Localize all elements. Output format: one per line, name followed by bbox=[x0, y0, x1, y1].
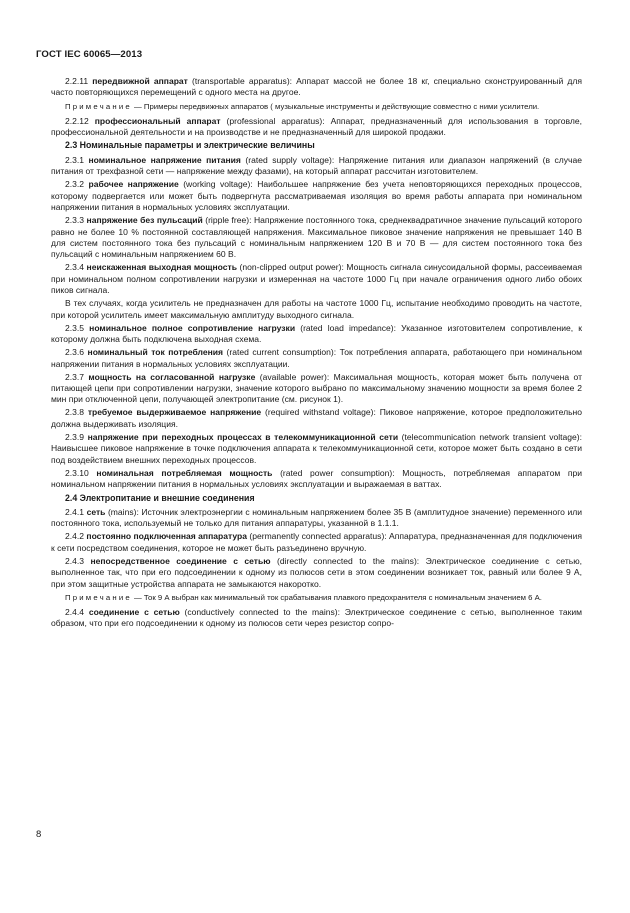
definition-paragraph bbox=[51, 116, 582, 139]
definition-paragraph bbox=[51, 262, 582, 296]
clause-number: 2.3.1 bbox=[65, 154, 85, 165]
definition-paragraph bbox=[51, 76, 582, 99]
definition-paragraph bbox=[51, 347, 582, 370]
document-header: ГОСТ IEC 60065—2013 bbox=[36, 49, 143, 60]
defined-term: требуемое выдерживаемое напряжение bbox=[87, 407, 262, 418]
clause-number: 2.3.3 bbox=[65, 215, 85, 226]
definition-text: (telecommunication network transient voltage): Наивысшее пиковое напряжение в точке подключения аппарата к телекоммуникационной сети, которое может быть создано в сети под воздействием внешних переходных процессов. bbox=[51, 431, 583, 465]
clause-number: 2.4.3 bbox=[65, 555, 85, 566]
definition-paragraph bbox=[51, 531, 582, 554]
definition-paragraph bbox=[51, 432, 582, 466]
document-body bbox=[51, 76, 582, 631]
definition-text: (required withstand voltage): Пиковое напряжение, которое предположительно должна выдерживать изоляция. bbox=[51, 407, 582, 429]
clause-number: 2.3.7 bbox=[65, 371, 85, 382]
defined-term: мощность на согласованной нагрузке bbox=[88, 371, 256, 382]
definition-paragraph bbox=[51, 323, 582, 346]
definition-text: (rated supply voltage): Напряжение питания или диапазон напряжений (в случае питания от трехфазной сети — напряжение между фазами), на который аппарат рассчитан изготовителем. bbox=[51, 154, 582, 177]
defined-term: напряжение при переходных процессах в телекоммуникационной сети bbox=[87, 431, 399, 442]
note-paragraph bbox=[51, 102, 582, 113]
definition-paragraph bbox=[51, 468, 582, 491]
defined-term: непосредственное соединение с сетью bbox=[90, 555, 271, 566]
defined-term: передвижной аппарат bbox=[92, 76, 188, 86]
clause-number: 2.4.1 bbox=[65, 507, 85, 517]
defined-term: постоянно подключенная аппаратура bbox=[86, 531, 247, 542]
defined-term: сеть bbox=[86, 507, 106, 517]
definition-paragraph bbox=[51, 155, 582, 178]
clause-number: 2.2.11 bbox=[65, 76, 89, 86]
defined-term: номинальная потребляемая мощность bbox=[96, 467, 273, 478]
clause-number: 2.3.4 bbox=[65, 262, 85, 273]
definition-text: (permanently connected apparatus): Аппаратура, предназначенная для подключения к сети посредством соединения, которое не может быть разъединено вручную. bbox=[51, 531, 582, 553]
clause-number: 2.3.10 bbox=[65, 467, 89, 478]
definition-paragraph bbox=[51, 372, 582, 406]
definition-paragraph bbox=[51, 179, 582, 213]
definition-paragraph bbox=[51, 607, 582, 630]
definition-text: (ripple free): Напряжение постоянного тока, среднеквадратичное значение пульсаций которого равно не более 10 % постоянной составляющей напряжения. Максимальное пиковое значение напряжения не превышает 140 В для систем постоянного тока без пульсаций с номинальным напряжением 120 В и 70 В — для систем постоянного тока без пульсаций с номинальным напряжением 60 В. bbox=[51, 215, 583, 260]
note-text: — Примеры передвижных аппаратов ( музыкальные инструменты и действующие совместно с ними усилители. bbox=[131, 101, 540, 111]
definition-text: (available power): Максимальная мощность, которая может быть получена от питающей цепи при сопротивлении нагрузки, значение которого выбрано по максимальному значению мощности за время более 2 мин при отключенной цепи, получающей электропитание (см. рисунок 1). bbox=[51, 371, 583, 405]
defined-term: номинальное напряжение питания bbox=[88, 154, 241, 165]
defined-term: номинальное полное сопротивление нагрузки bbox=[89, 322, 296, 333]
defined-term: номинальный ток потребления bbox=[87, 347, 224, 358]
defined-term: профессиональный аппарат bbox=[94, 115, 221, 126]
definition-paragraph bbox=[51, 407, 582, 430]
clause-number: 2.3.9 bbox=[65, 431, 85, 442]
note-paragraph bbox=[51, 593, 582, 604]
clause-number: 2.3.6 bbox=[65, 347, 85, 358]
definition-paragraph bbox=[51, 556, 582, 590]
note-text: — Ток 9 А выбран как минимальный ток срабатывания плавкого предохранителя с номинальным значением 6 А. bbox=[131, 593, 542, 603]
section-heading: 2.4 Электропитание и внешние соединения bbox=[65, 492, 255, 503]
clause-number: 2.3.5 bbox=[65, 322, 85, 333]
definition-text: (transportable apparatus): Аппарат массой не более 18 кг, специально сконструированный для часто повторяющихся перемещений с одного места на другое. bbox=[51, 76, 582, 98]
defined-term: напряжение без пульсаций bbox=[86, 215, 203, 226]
definition-text: (professional apparatus): Аппарат, предназначенный для использования в торговле, профессиональной деятельности и на производстве и не предназначенный для широкой продажи. bbox=[51, 115, 582, 137]
definition-text: (mains): Источник электроэнергии с номинальным напряжением более 35 В (амплитудное значение) переменного или постоянного тока, используемый не только для питания аппаратуры, указанной в 1.1.1. bbox=[51, 507, 582, 529]
defined-term: рабочее напряжение bbox=[88, 179, 179, 190]
clause-number: 2.3.8 bbox=[65, 407, 85, 418]
defined-term: соединение с сетью bbox=[88, 606, 180, 617]
definition-text: (conductively connected to the mains): Электрическое соединение с сетью, выполненное таким образом, что при его подсоединении к одному из полюсов сети через резистор сопро- bbox=[51, 606, 583, 629]
clause-number: 2.3.2 bbox=[65, 179, 85, 190]
clause-number: 2.4.4 bbox=[65, 606, 85, 617]
note-label: Примечание bbox=[65, 101, 132, 111]
definition-text: (working voltage): Наибольшее напряжение без учета неповторяющихся переходных процессов, которому подвергается или может быть подвергнута рассматриваемая изоляция во время работы аппарата при номинальном напряжении питания в нормальных условиях эксплуатации. bbox=[51, 179, 583, 213]
definition-text: (directly connected to the mains): Электрическое соединение с сетью, выполненное так, что при его подсоединении к одному из полюсов сети в этом соединении возникает ток, равный или более 9 А, при этом защитные устройства аппарата не замыкаются накоротко. bbox=[51, 555, 582, 589]
note-label: Примечание bbox=[65, 593, 132, 603]
definition-text: (rated current consumption): Ток потребления аппарата, работающего при номинальном напряжении питания в нормальных условиях эксплуатации. bbox=[51, 347, 583, 369]
definition-paragraph bbox=[51, 215, 582, 261]
clause-number: 2.2.12 bbox=[65, 115, 89, 126]
definition-paragraph bbox=[51, 507, 582, 530]
definition-text: (non-clipped output power): Мощность сигнала синусоидальной формы, рассеиваемая при номинальном полном сопротивлении нагрузки и измеренная на частоте 1000 Гц при начале ограничения одного либо обоих пиков сигнала. bbox=[51, 262, 582, 296]
page-number: 8 bbox=[36, 829, 42, 840]
definition-text: (rated power consumption): Мощность, потребляемая аппаратом при номинальном напряжении питания в нормальных условиях эксплуатации и выражаемая в ваттах. bbox=[51, 467, 583, 490]
defined-term: неискаженная выходная мощность bbox=[86, 262, 237, 273]
definition-text: (rated load impedance): Указанное изготовителем сопротивление, к которому должна быть подключена выходная схема. bbox=[51, 322, 583, 345]
section-heading: 2.3 Номинальные параметры и электрические величины bbox=[65, 140, 315, 151]
clause-number: 2.4.2 bbox=[65, 531, 85, 542]
body-paragraph: В тех случаях, когда усилитель не предназначен для работы на частоте 1000 Гц, испытание необходимо проводить на частоте, при которой усилитель имеет максимальную амплитуду выходного сигнала. bbox=[51, 298, 582, 320]
